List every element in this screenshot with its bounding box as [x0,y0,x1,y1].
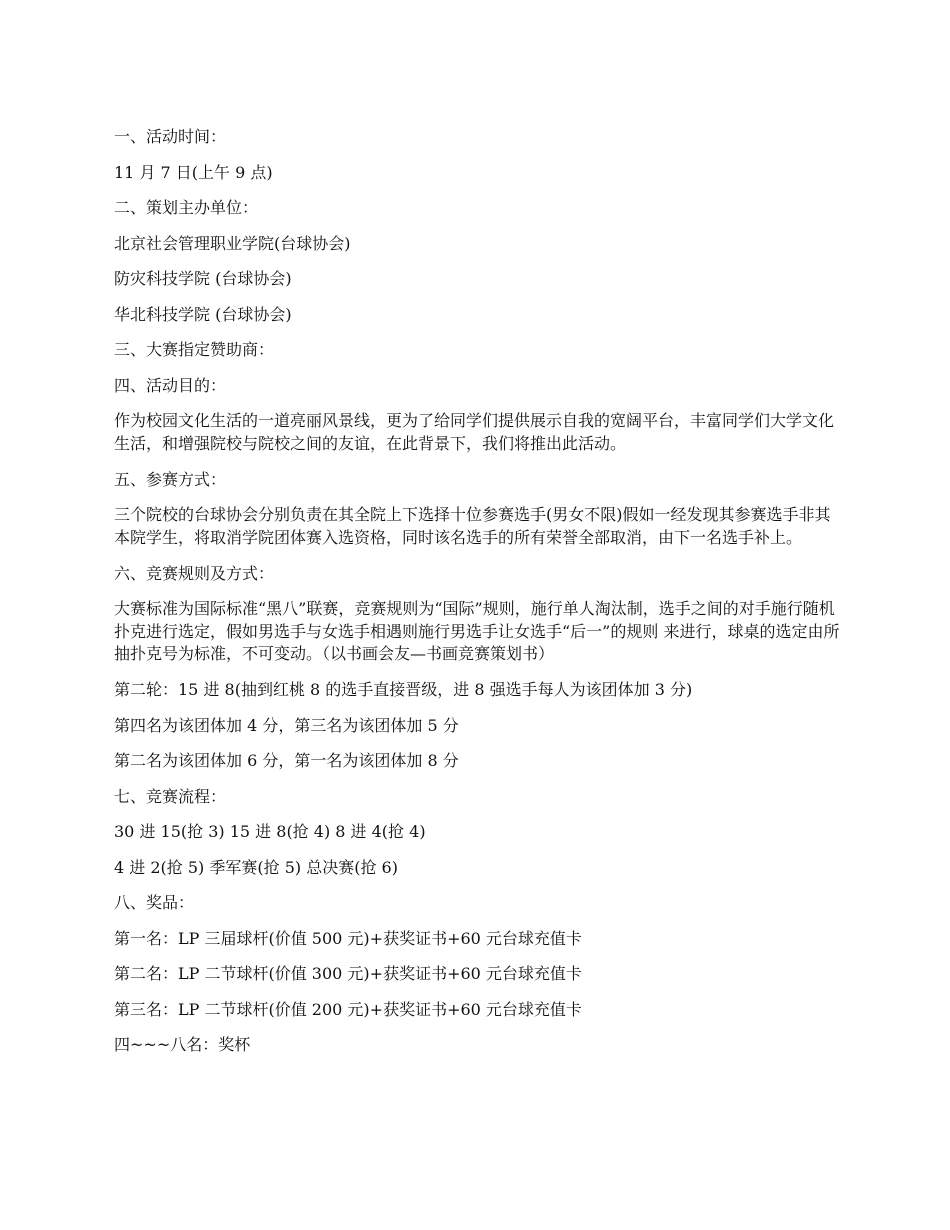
heading-prizes: 八、奖品： [114,893,195,912]
heading-organizers: 二、策划主办单位： [114,198,259,217]
heading-activity-time: 一、活动时间： [114,127,227,146]
rules-round-two: 第二轮：15 进 8(抽到红桃 8 的选手直接晋级，进 8 强选手每人为该团体加 3 分) [114,680,693,699]
prize-item: 四~~~八名：奖杯 [114,1035,251,1054]
heading-purpose: 四、活动目的： [114,375,227,395]
heading-process: 七、竞赛流程： [114,786,227,806]
organizer-item: 北京社会管理职业学院(台球协会) [114,233,351,253]
document-page [114,126,844,1070]
heading-rules: 六、竞赛规则及方式： [114,563,275,583]
prize-item: 第二名：LP 二节球杆(价值 300 元)+获奖证书+60 元台球充值卡 [114,964,582,983]
heading-sponsor: 三、大赛指定赞助商： [114,340,275,359]
prize-item: 第三名：LP 二节球杆(价值 200 元)+获奖证书+60 元台球充值卡 [114,999,582,1019]
prize-item: 第一名：LP 三届球杆(价值 500 元)+获奖证书+60 元台球充值卡 [114,928,582,948]
process-line: 30 进 15(抢 3) 15 进 8(抢 4) 8 进 4(抢 4) [114,822,426,841]
organizer-item: 华北科技学院 (台球协会) [114,304,292,324]
organizer-item: 防灾科技学院 (台球协会) [114,269,292,288]
purpose-paragraph: 作为校园文化生活的一道亮丽风景线，更为了给同学们提供展示自我的宽阔平台，丰富同学们大学文化生活，和增强院校与院校之间的友谊，在此背景下，我们将推出此活动。 [114,411,835,453]
activity-time-value: 11 月 7 日(上午 9 点) [114,162,273,182]
heading-participation: 五、参赛方式： [114,469,227,489]
rules-paragraph: 大赛标准为国际标准“黑八”联赛，竞赛规则为“国际”规则，施行单人淘汰制，选手之间的对手施行随机扑克进行选定，假如男选手与女选手相遇则施行男选手让女选手“后一”的规则 来进行，球桌的选定由所抽扑克号为标准，不可变动。（以书画会友—书画竞赛策划书） [114,599,840,663]
process-line: 4 进 2(抢 5) 季军赛(抢 5) 总决赛(抢 6) [114,857,398,877]
rules-points-line: 第二名为该团体加 6 分，第一名为该团体加 8 分 [114,751,459,770]
participation-paragraph: 三个院校的台球协会分别负责在其全院上下选择十位参赛选手(男女不限)假如一经发现其参赛选手非其本院学生，将取消学院团体赛入选资格，同时该名选手的所有荣誉全部取消，由下一名选手补上。 [114,505,831,547]
rules-points-line: 第四名为该团体加 4 分，第三名为该团体加 5 分 [114,715,459,735]
